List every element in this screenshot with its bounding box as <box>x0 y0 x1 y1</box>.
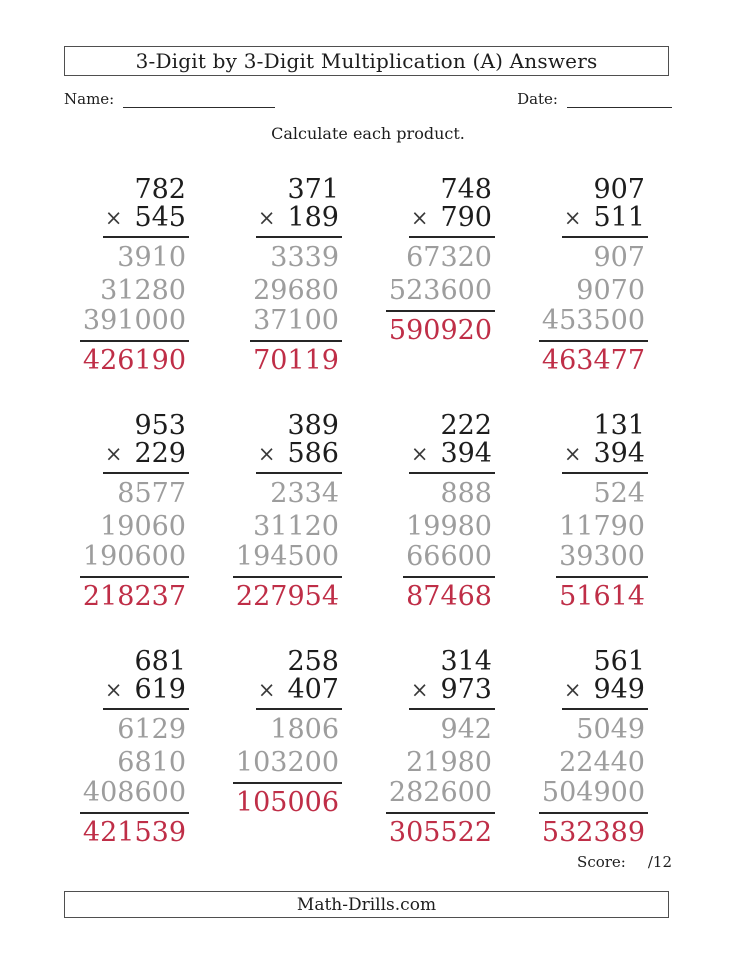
multiplicand: 782 <box>134 174 186 205</box>
final-answer: 70119 <box>253 345 339 376</box>
multiplier: 545 <box>134 202 186 233</box>
partial-products <box>233 710 342 784</box>
final-answer: 87468 <box>406 581 492 612</box>
partial-product: 19980 <box>406 511 492 542</box>
date-label: Date: <box>517 90 558 108</box>
multiplicand: 314 <box>440 646 492 677</box>
partial-product: 22440 <box>559 747 645 778</box>
multiplication-sign: × <box>104 442 123 466</box>
multiplication-sign: × <box>410 678 429 702</box>
title-box <box>64 46 669 76</box>
multiplication-problem <box>386 176 495 346</box>
partial-product: 524 <box>593 478 645 509</box>
partial-product: 888 <box>440 478 492 509</box>
score-value: /12 <box>647 853 672 871</box>
score-row <box>577 853 672 871</box>
partial-product: 408600 <box>82 777 186 808</box>
multiplication-problem <box>233 412 342 612</box>
partial-products <box>233 474 342 578</box>
partial-product: 523600 <box>388 275 492 306</box>
partial-products <box>80 710 189 814</box>
footer-site-name: Math-Drills.com <box>296 894 437 915</box>
partial-product: 11790 <box>559 511 645 542</box>
multiplier-row <box>409 676 495 710</box>
multiplier: 394 <box>593 438 645 469</box>
partial-product: 504900 <box>541 777 645 808</box>
multiplication-problem <box>233 648 342 818</box>
multiplicand: 561 <box>593 646 645 677</box>
name-field <box>64 90 275 108</box>
partial-product: 8577 <box>117 478 186 509</box>
multiplication-sign: × <box>257 678 276 702</box>
partial-product: 5049 <box>576 714 645 745</box>
multiplier-row <box>562 440 648 474</box>
multiplier: 229 <box>134 438 186 469</box>
multiplier-row <box>562 204 648 238</box>
multiplication-problem <box>80 648 189 848</box>
final-answer: 51614 <box>559 581 645 612</box>
partial-product: 39300 <box>559 541 645 572</box>
multiplication-sign: × <box>563 678 582 702</box>
multiplicand: 907 <box>593 174 645 205</box>
multiplier-row <box>103 676 189 710</box>
partial-product: 391000 <box>82 305 186 336</box>
multiplicand: 748 <box>440 174 492 205</box>
instruction-text: Calculate each product. <box>271 124 465 143</box>
score-label: Score: <box>577 853 626 871</box>
multiplicand: 953 <box>134 410 186 441</box>
multiplicand: 258 <box>287 646 339 677</box>
partial-product: 37100 <box>253 305 339 336</box>
final-answer: 463477 <box>541 345 645 376</box>
partial-product: 190600 <box>82 541 186 572</box>
multiplier: 394 <box>440 438 492 469</box>
partial-product: 19060 <box>100 511 186 542</box>
partial-product: 9070 <box>576 275 645 306</box>
partial-product: 66600 <box>406 541 492 572</box>
multiplier: 790 <box>440 202 492 233</box>
partial-product: 453500 <box>541 305 645 336</box>
final-answer: 426190 <box>82 345 186 376</box>
partial-product: 907 <box>593 242 645 273</box>
multiplier: 407 <box>287 674 339 705</box>
final-answer: 590920 <box>388 315 492 346</box>
name-label: Name: <box>64 90 115 108</box>
final-answer: 305522 <box>388 817 492 848</box>
multiplication-sign: × <box>563 206 582 230</box>
multiplication-sign: × <box>410 442 429 466</box>
multiplier: 189 <box>287 202 339 233</box>
multiplicand: 371 <box>287 174 339 205</box>
name-blank-line <box>123 91 275 108</box>
partial-products <box>403 474 495 578</box>
partial-products <box>80 474 189 578</box>
partial-products <box>539 238 648 342</box>
page-title: 3-Digit by 3-Digit Multiplication (A) Answers <box>135 49 598 73</box>
multiplication-problem <box>403 412 495 612</box>
multiplier-row <box>256 676 342 710</box>
multiplier-row <box>103 204 189 238</box>
multiplication-sign: × <box>257 206 276 230</box>
multiplication-sign: × <box>410 206 429 230</box>
multiplication-sign: × <box>257 442 276 466</box>
partial-product: 67320 <box>406 242 492 273</box>
partial-product: 6129 <box>117 714 186 745</box>
multiplication-problem <box>386 648 495 848</box>
partial-product: 29680 <box>253 275 339 306</box>
multiplier-row <box>562 676 648 710</box>
multiplicand: 681 <box>134 646 186 677</box>
partial-product: 6810 <box>117 747 186 778</box>
multiplier: 949 <box>593 674 645 705</box>
multiplier-row <box>409 204 495 238</box>
multiplication-problem <box>80 412 189 612</box>
multiplicand: 389 <box>287 410 339 441</box>
meta-row <box>64 90 672 108</box>
partial-product: 2334 <box>270 478 339 509</box>
date-field <box>517 90 672 108</box>
multiplier: 586 <box>287 438 339 469</box>
problems-grid <box>36 176 648 848</box>
partial-product: 282600 <box>388 777 492 808</box>
multiplier-row <box>256 440 342 474</box>
partial-product: 31120 <box>253 511 339 542</box>
partial-product: 3910 <box>117 242 186 273</box>
multiplier-row <box>409 440 495 474</box>
multiplier: 973 <box>440 674 492 705</box>
multiplicand: 222 <box>440 410 492 441</box>
partial-products <box>80 238 189 342</box>
multiplication-problem <box>539 648 648 848</box>
multiplication-sign: × <box>104 678 123 702</box>
multiplication-problem <box>539 176 648 376</box>
partial-products <box>250 238 342 342</box>
partial-product: 1806 <box>270 714 339 745</box>
multiplication-sign: × <box>563 442 582 466</box>
footer-box <box>64 891 669 918</box>
partial-products <box>539 710 648 814</box>
date-blank-line <box>567 91 672 108</box>
partial-product: 103200 <box>235 747 339 778</box>
multiplication-problem <box>556 412 648 612</box>
multiplier: 511 <box>593 202 645 233</box>
multiplication-problem <box>80 176 189 376</box>
partial-product: 21980 <box>406 747 492 778</box>
partial-product: 3339 <box>270 242 339 273</box>
final-answer: 105006 <box>235 787 339 818</box>
partial-products <box>556 474 648 578</box>
multiplier-row <box>256 204 342 238</box>
final-answer: 421539 <box>82 817 186 848</box>
multiplier-row <box>103 440 189 474</box>
multiplication-problem <box>250 176 342 376</box>
partial-product: 194500 <box>235 541 339 572</box>
multiplicand: 131 <box>593 410 645 441</box>
partial-products <box>386 238 495 312</box>
final-answer: 532389 <box>541 817 645 848</box>
final-answer: 218237 <box>82 581 186 612</box>
multiplication-sign: × <box>104 206 123 230</box>
partial-products <box>386 710 495 814</box>
multiplier: 619 <box>134 674 186 705</box>
partial-product: 942 <box>440 714 492 745</box>
final-answer: 227954 <box>235 581 339 612</box>
partial-product: 31280 <box>100 275 186 306</box>
